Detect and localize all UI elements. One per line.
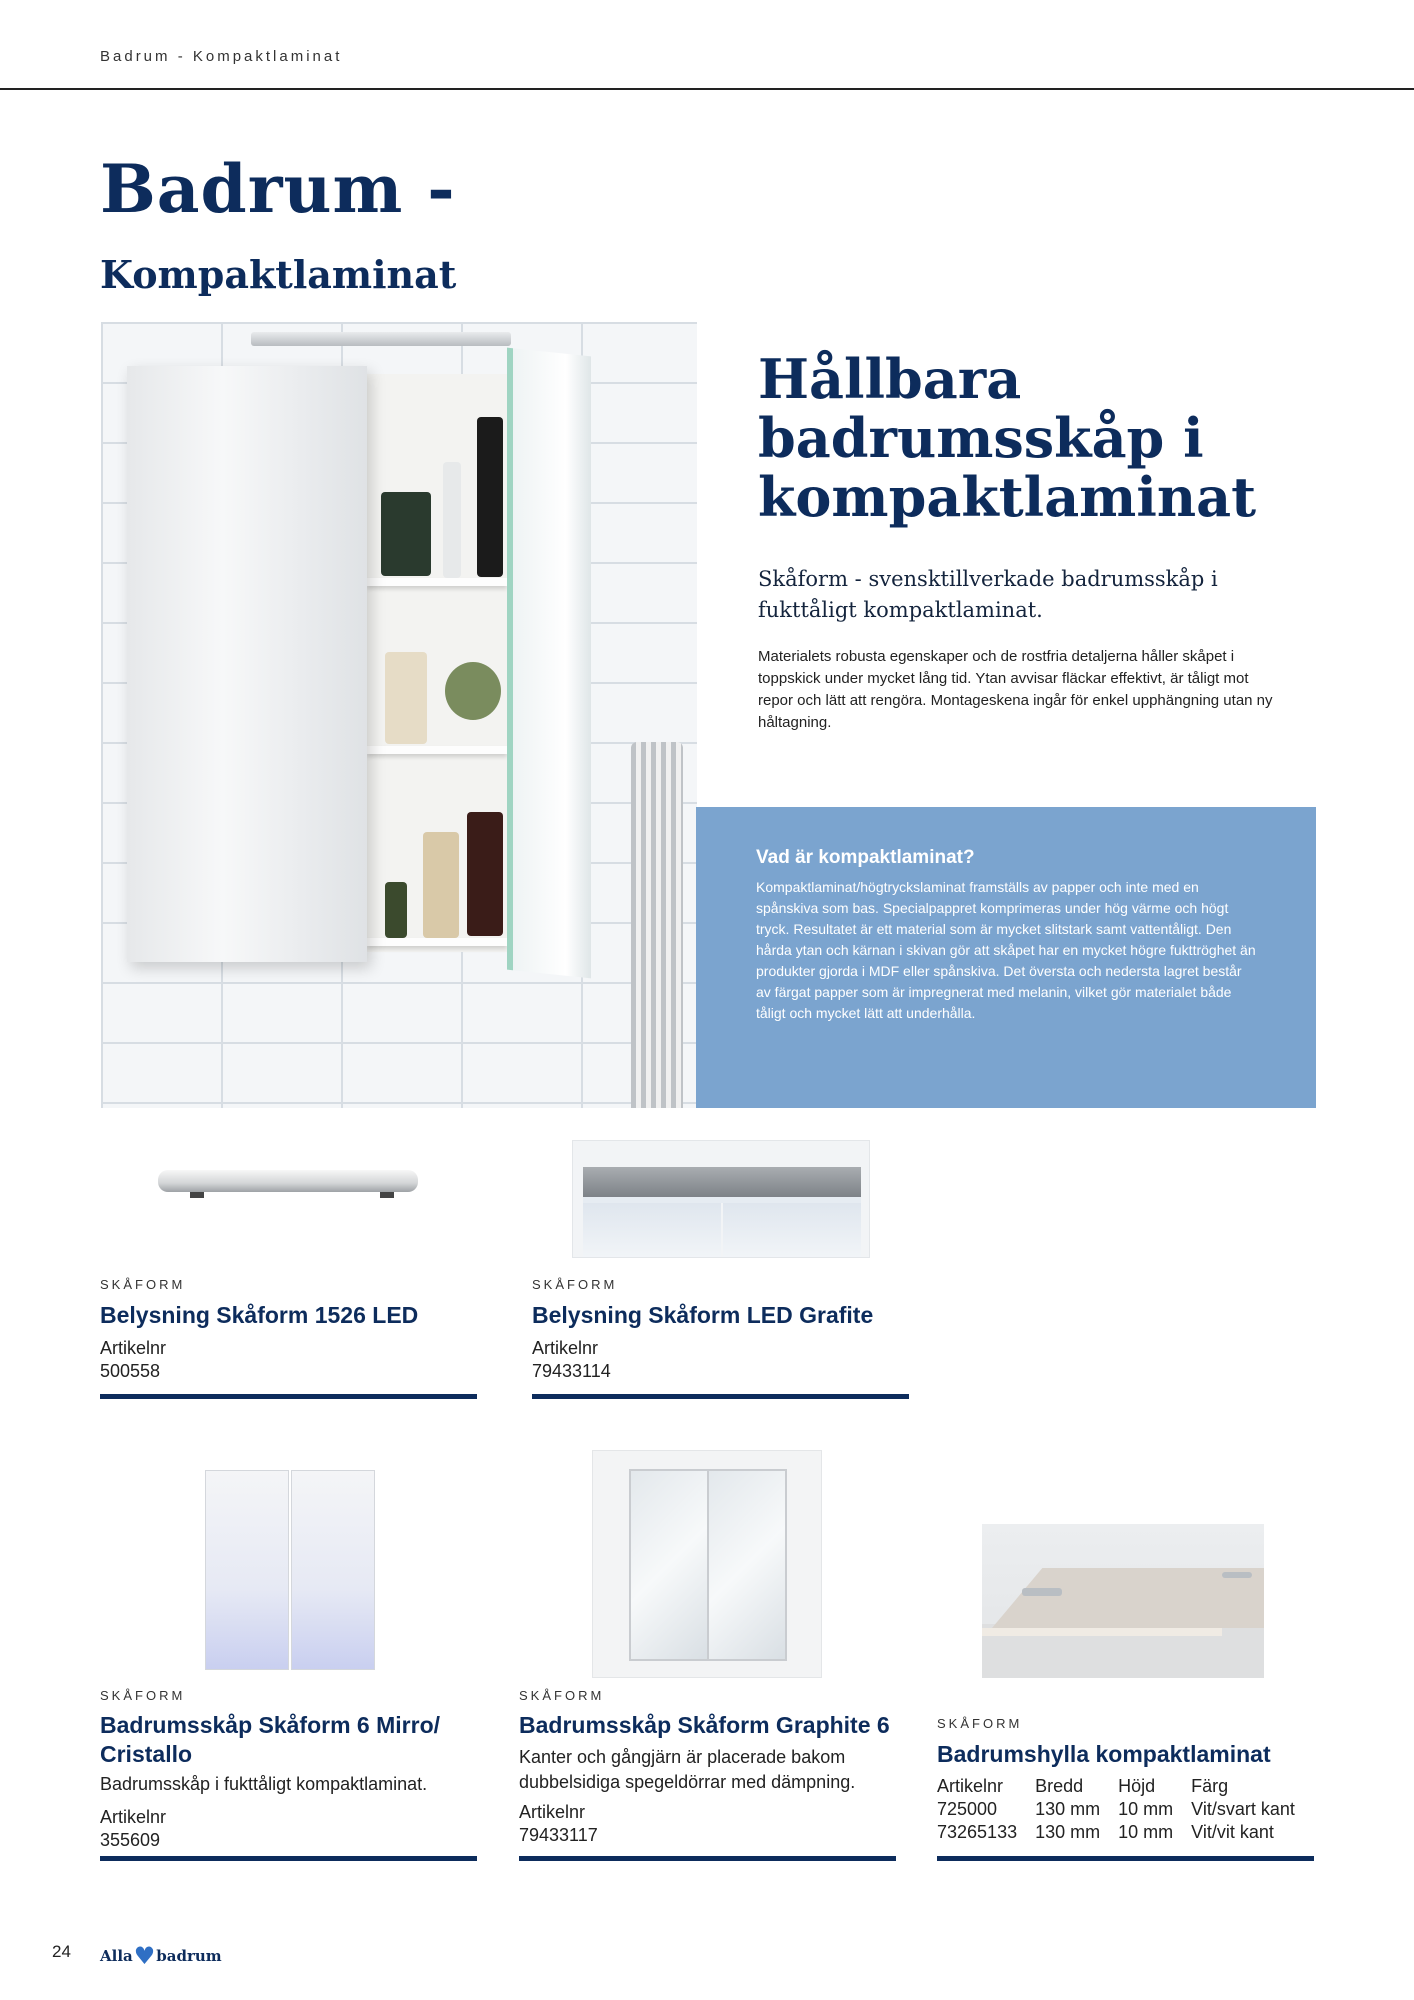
product-image-cabinet-mirro [205,1470,375,1670]
product-image-shelf [982,1524,1264,1678]
feature-headline-line: badrumsskåp i [758,406,1204,470]
artikel-label: Artikelnr [100,1807,167,1827]
spec-header-row [937,1775,1313,1798]
info-box-title: Vad är kompaktlaminat? [756,847,975,868]
product-name: Belysning Skåform LED Grafite [532,1302,874,1328]
spec-row [937,1821,1313,1844]
product-name: Belysning Skåform 1526 LED [100,1302,419,1328]
header-divider [0,88,1414,90]
product-divider [937,1856,1314,1861]
spec-header: Bredd [1035,1776,1084,1796]
product-name: Badrumshylla kompaktlaminat [937,1741,1271,1767]
spec-row [937,1798,1313,1821]
feature-body: Materialets robusta egenskaper och de rostfria detaljerna håller skåpet i toppskick under mycket lång tid. Ytan avvisar fläckar effektivt, är tåligt mot repor och lätt att rengöra. Montageskena ingår för enkel upphängning utan ny håltagning. [758,648,1273,731]
product-name-line: Cristallo [100,1741,193,1767]
artikel-number: 500558 [100,1361,161,1381]
page-subtitle: Kompaktlaminat [100,252,457,297]
product-divider [532,1394,909,1399]
breadcrumb: Badrum - Kompaktlaminat [100,48,343,65]
spec-cell: Vit/svart kant [1191,1799,1295,1819]
artikel-label: Artikelnr [532,1338,599,1358]
brand-logo [100,1941,222,1970]
product-divider [100,1394,477,1399]
logo-text-right: badrum [156,1947,222,1965]
spec-cell: 10 mm [1118,1799,1174,1819]
artikel-number: 79433114 [532,1361,611,1381]
product-image-led-grafite [572,1140,870,1258]
spec-cell: 73265133 [937,1822,1018,1842]
product-divider [100,1856,477,1861]
product-brand: SKÅFORM [100,1688,186,1703]
page-title: Badrum - [100,150,456,228]
spec-table [937,1775,1313,1844]
feature-subheading: Skåform - svensktillverkade badrumsskåp i fukttåligt kompaktlaminat. [758,567,1218,622]
product-brand: SKÅFORM [100,1277,186,1292]
spec-cell: 130 mm [1035,1799,1101,1819]
product-description-line: Kanter och gångjärn är placerade bakom [519,1747,846,1767]
spec-cell: 130 mm [1035,1822,1101,1842]
artikel-number: 79433117 [519,1825,598,1845]
page-number: 24 [52,1942,71,1961]
product-description: Badrumsskåp i fukttåligt kompaktlaminat. [100,1774,428,1794]
spec-cell: 10 mm [1118,1822,1174,1842]
product-divider [519,1856,896,1861]
heart-icon: ♥ [133,1941,156,1970]
artikel-label: Artikelnr [100,1338,167,1358]
product-name: Badrumsskåp Skåform Graphite 6 [519,1712,890,1738]
feature-headline-line: kompaktlaminat [758,465,1257,529]
product-image-cabinet-graphite [592,1450,822,1678]
product-brand: SKÅFORM [937,1716,1023,1731]
logo-text-left: Alla [100,1947,133,1965]
hero-cabinet-image [101,322,697,1108]
artikel-number: 355609 [100,1830,161,1850]
spec-header: Färg [1191,1776,1229,1796]
product-description [519,1745,855,1795]
artikel-label: Artikelnr [519,1802,586,1822]
product-name [100,1711,440,1769]
spec-cell: 725000 [937,1799,998,1819]
spec-cell: Vit/vit kant [1191,1822,1274,1842]
product-brand: SKÅFORM [519,1688,605,1703]
spec-header: Höjd [1118,1776,1156,1796]
product-image-led-1526 [150,1160,430,1210]
product-brand: SKÅFORM [532,1277,618,1292]
product-name-line: Badrumsskåp Skåform 6 Mirro/ [100,1712,441,1738]
product-description-line: dubbelsidiga spegeldörrar med dämpning. [519,1772,856,1792]
feature-headline [758,347,1257,529]
info-box-text: Kompaktlaminat/högtryckslaminat framställs av papper och inte med en spånskiva som bas. Specialpappret komprimeras under hög värme och högt tryck. Resultatet är ett material som är mycket slitstark samt vattentåligt. Den hårda ytan och kärnan i skivan gör att skåpet har en mycket högre fukttröghet än produkter gjorda i MDF eller spånskiva. Det översta och nedersta lagret består av färgat papper som är impregnerat med melanin, vilket gör materialet både tåligt och mycket lätt att underhålla. [756,879,1256,1021]
info-box [696,807,1316,1108]
spec-header: Artikelnr [937,1776,1004,1796]
feature-headline-line: Hållbara [758,347,1022,411]
